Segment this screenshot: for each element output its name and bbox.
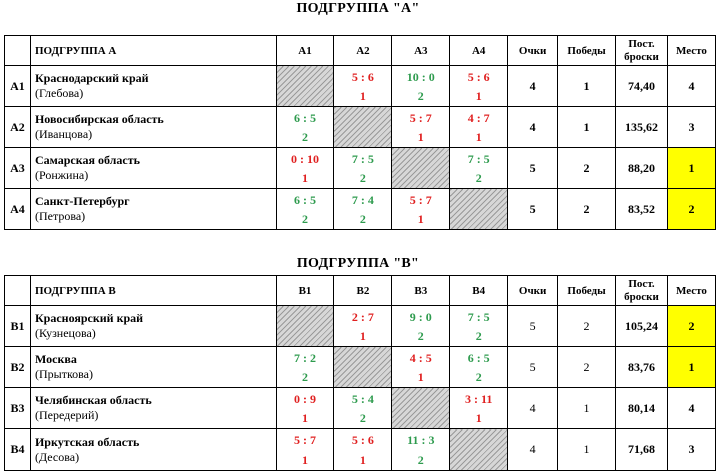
match-score: 0 : 10: [291, 152, 320, 166]
team-name: Новосибирская область: [34, 112, 164, 126]
diagonal-cell: [450, 189, 508, 230]
header-wins: Победы: [558, 36, 616, 66]
team-place: 3: [667, 429, 715, 471]
diagonal-cell: [334, 107, 392, 148]
team-cell: [30, 189, 276, 230]
match-result: [334, 306, 391, 346]
team-points: 5: [508, 189, 558, 230]
team-points: 5: [508, 148, 558, 189]
match-cell: [276, 107, 334, 148]
team-place: 3: [667, 107, 715, 148]
team-place: 2: [667, 306, 715, 347]
table-row: [5, 66, 716, 107]
team-coach: (Петрова): [34, 209, 86, 223]
team-wins: 2: [558, 306, 616, 347]
team-code: А4: [5, 189, 31, 230]
team-cell: [30, 148, 276, 189]
header-row: [5, 36, 716, 66]
team-wins: 2: [558, 148, 616, 189]
table-row: [5, 429, 716, 471]
team-code: В1: [5, 306, 31, 347]
match-points: 1: [359, 329, 366, 343]
match-score: 9 : 0: [409, 310, 432, 324]
header-place: Место: [667, 36, 715, 66]
team-code: В4: [5, 429, 31, 471]
group-b-title: ПОДГРУППА "В": [296, 256, 420, 271]
match-points: 1: [475, 89, 482, 103]
match-points: 2: [359, 171, 366, 185]
team-place: 4: [667, 388, 715, 429]
match-score: 4 : 5: [409, 351, 432, 365]
header-group-label: ПОДГРУППА В: [30, 276, 276, 306]
match-cell: [392, 429, 450, 471]
team-throws: 105,24: [616, 306, 668, 347]
diagonal-cell: [334, 347, 392, 388]
team-throws: 80,14: [616, 388, 668, 429]
team-code: А3: [5, 148, 31, 189]
diagonal-cell: [392, 388, 450, 429]
match-cell: [450, 148, 508, 189]
match-points: 2: [475, 329, 482, 343]
team-cell: [30, 107, 276, 148]
team-points: 4: [508, 107, 558, 148]
team-coach: (Кузнецова): [34, 326, 96, 340]
team-coach: (Десова): [34, 449, 80, 464]
header-throws: Пост. броски: [616, 36, 668, 66]
match-cell: [334, 429, 392, 471]
match-cell: [334, 66, 392, 107]
match-cell: [276, 148, 334, 189]
header-opponent: А1: [276, 36, 334, 66]
match-result: [277, 347, 334, 387]
team-place: 1: [667, 148, 715, 189]
table-row: [5, 107, 716, 148]
match-cell: [276, 347, 334, 388]
diagonal-cell: [276, 66, 334, 107]
header-group-label: ПОДГРУППА А: [30, 36, 276, 66]
match-cell: [392, 347, 450, 388]
team-throws: 88,20: [616, 148, 668, 189]
header-opponent: В1: [276, 276, 334, 306]
team-cell: [30, 388, 276, 429]
match-points: 2: [302, 212, 309, 226]
team-points: 5: [508, 347, 558, 388]
team-points: 4: [508, 388, 558, 429]
match-points: 1: [359, 89, 366, 103]
team-name: Санкт-Петербург: [34, 194, 130, 208]
match-result: [392, 66, 449, 106]
match-score: 5 : 7: [409, 193, 432, 207]
match-cell: [334, 189, 392, 230]
match-result: [334, 66, 391, 106]
match-result: [334, 148, 391, 188]
team-wins: 1: [558, 388, 616, 429]
team-coach: (Иванцова): [34, 127, 93, 141]
match-result: [392, 306, 449, 346]
match-points: 1: [417, 370, 424, 384]
match-cell: [276, 429, 334, 471]
match-points: 1: [417, 212, 424, 226]
team-name: Иркутская область: [34, 434, 140, 449]
table-row: [5, 189, 716, 230]
match-score: 6 : 5: [294, 111, 317, 125]
match-result: [277, 429, 334, 470]
team-cell: [30, 429, 276, 471]
match-result: [277, 107, 334, 147]
match-score: 6 : 5: [294, 193, 317, 207]
match-points: 1: [359, 453, 366, 467]
match-result: [392, 429, 449, 470]
table-row: [5, 347, 716, 388]
match-result: [450, 388, 507, 428]
team-name: Краснодарский край: [34, 71, 149, 85]
team-points: 5: [508, 306, 558, 347]
match-score: 2 : 7: [351, 310, 374, 324]
table-row: [5, 148, 716, 189]
header-opponent: В2: [334, 276, 392, 306]
match-cell: [392, 189, 450, 230]
team-coach: (Ронжина): [34, 168, 89, 182]
team-name: Самарская область: [34, 153, 140, 167]
diagonal-cell: [392, 148, 450, 189]
team-points: 4: [508, 66, 558, 107]
match-result: [450, 107, 507, 147]
team-code: А1: [5, 66, 31, 107]
match-score: 4 : 7: [467, 111, 490, 125]
team-place: 4: [667, 66, 715, 107]
match-score: 11 : 3: [407, 433, 435, 447]
match-score: 5 : 6: [467, 70, 490, 84]
match-points: 1: [302, 453, 309, 467]
match-cell: [276, 388, 334, 429]
team-name: Красноярский край: [34, 311, 144, 325]
match-result: [392, 347, 449, 387]
match-result: [277, 388, 334, 428]
match-result: [334, 388, 391, 428]
match-points: 2: [302, 370, 309, 384]
header-points: Очки: [508, 36, 558, 66]
match-result: [450, 66, 507, 106]
header-blank: [5, 276, 31, 306]
match-cell: [392, 107, 450, 148]
diagonal-cell: [450, 429, 508, 471]
table-row: [5, 306, 716, 347]
team-name: Челябинская область: [34, 393, 152, 407]
match-result: [450, 347, 507, 387]
match-points: 1: [417, 130, 424, 144]
team-throws: 74,40: [616, 66, 668, 107]
header-opponent: В3: [392, 276, 450, 306]
match-points: 2: [359, 212, 366, 226]
match-points: 2: [475, 171, 482, 185]
match-score: 0 : 9: [294, 392, 317, 406]
match-result: [450, 148, 507, 188]
header-throws: Пост. броски: [616, 276, 668, 306]
team-code: А2: [5, 107, 31, 148]
team-code: В3: [5, 388, 31, 429]
header-opponent: А2: [334, 36, 392, 66]
match-cell: [450, 388, 508, 429]
match-points: 2: [359, 411, 366, 425]
match-result: [277, 148, 334, 188]
team-wins: 2: [558, 189, 616, 230]
team-coach: (Передерий): [34, 408, 99, 422]
group-a-table: [4, 35, 716, 230]
match-score: 7 : 2: [294, 351, 317, 365]
team-code: В2: [5, 347, 31, 388]
team-coach: (Глебова): [34, 86, 84, 100]
match-points: 1: [302, 171, 309, 185]
group-a-title: ПОДГРУППА "А": [296, 1, 420, 16]
team-wins: 2: [558, 347, 616, 388]
match-cell: [450, 107, 508, 148]
match-cell: [334, 388, 392, 429]
team-throws: 83,52: [616, 189, 668, 230]
header-points: Очки: [508, 276, 558, 306]
team-throws: 135,62: [616, 107, 668, 148]
match-points: 2: [417, 453, 424, 467]
match-points: 1: [475, 411, 482, 425]
group-b-table: [4, 275, 716, 471]
team-wins: 1: [558, 429, 616, 471]
match-points: 2: [475, 370, 482, 384]
team-name: Москва: [34, 352, 77, 366]
match-score: 5 : 4: [351, 392, 374, 406]
match-score: 5 : 6: [351, 433, 374, 447]
match-points: 2: [417, 89, 424, 103]
team-place: 1: [667, 347, 715, 388]
team-cell: [30, 66, 276, 107]
match-result: [334, 429, 391, 470]
match-points: 2: [302, 130, 309, 144]
match-points: 2: [417, 329, 424, 343]
team-cell: [30, 306, 276, 347]
match-cell: [450, 347, 508, 388]
match-score: 10 : 0: [406, 70, 435, 84]
header-opponent: В4: [450, 276, 508, 306]
match-cell: [450, 306, 508, 347]
match-score: 3 : 11: [465, 392, 493, 406]
match-score: 7 : 4: [351, 193, 374, 207]
match-cell: [334, 306, 392, 347]
match-result: [392, 189, 449, 229]
match-score: 5 : 7: [409, 111, 432, 125]
team-place: 2: [667, 189, 715, 230]
match-cell: [334, 148, 392, 189]
header-opponent: А3: [392, 36, 450, 66]
team-wins: 1: [558, 107, 616, 148]
team-points: 4: [508, 429, 558, 471]
header-blank: [5, 36, 31, 66]
match-points: 1: [302, 411, 309, 425]
header-opponent: А4: [450, 36, 508, 66]
match-result: [334, 189, 391, 229]
team-wins: 1: [558, 66, 616, 107]
match-result: [450, 306, 507, 346]
match-score: 6 : 5: [467, 351, 490, 365]
header-row: [5, 276, 716, 306]
match-score: 7 : 5: [467, 152, 490, 166]
header-wins: Победы: [558, 276, 616, 306]
match-score: 7 : 5: [467, 310, 490, 324]
match-result: [392, 107, 449, 147]
match-cell: [450, 66, 508, 107]
table-row: [5, 388, 716, 429]
match-score: 5 : 7: [294, 433, 317, 447]
header-place: Место: [667, 276, 715, 306]
match-score: 5 : 6: [351, 70, 374, 84]
team-throws: 83,76: [616, 347, 668, 388]
team-throws: 71,68: [616, 429, 668, 471]
match-points: 1: [475, 130, 482, 144]
match-cell: [392, 66, 450, 107]
team-cell: [30, 347, 276, 388]
team-coach: (Прыткова): [34, 367, 93, 381]
match-cell: [392, 306, 450, 347]
match-score: 7 : 5: [351, 152, 374, 166]
match-cell: [276, 189, 334, 230]
diagonal-cell: [276, 306, 334, 347]
match-result: [277, 189, 334, 229]
